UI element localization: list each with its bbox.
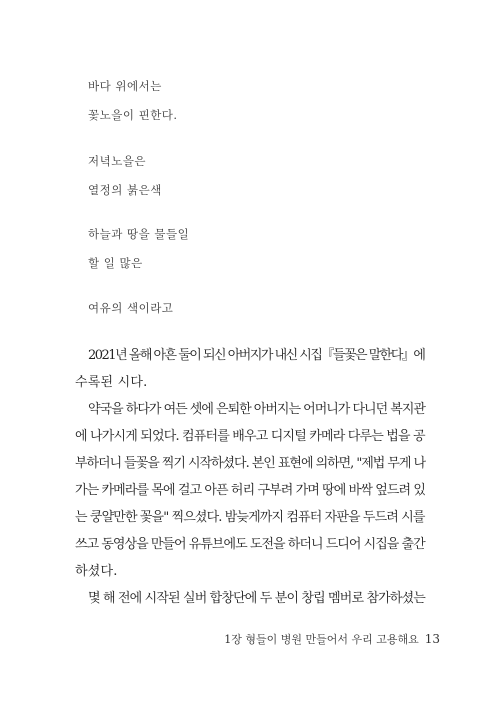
poem-line: 바다 위에서는 [88, 79, 162, 93]
poem-line: 저녁노을은 [88, 154, 147, 168]
chapter-title: 1장 형들이 병원 만들어서 우리 고용해요 [224, 633, 419, 646]
paragraph-line: 에 나가시게 되었다. 컴퓨터를 배우고 디지털 카메라 다루는 법을 공 [75, 429, 425, 444]
paragraph-line: 2021년 올해 아흔 둘이 되신 아버지가 내신 시집『들꽃은 말한다』에 [88, 348, 425, 363]
paragraph-line: 부하더니 들꽃을 찍기 시작하셨다. 본인 표현에 의하면, "제법 무게 나 [75, 456, 426, 471]
poem-line: 여유의 색이라고 [88, 301, 174, 315]
page-footer [224, 631, 440, 647]
page-number: 13 [424, 632, 440, 646]
paragraph-line: 가는 카메라를 목에 걸고 아픈 허리 구부려 가며 땅에 바싹 엎드려 있 [75, 483, 426, 498]
poem-line: 열정의 붉은색 [88, 183, 162, 197]
paragraph-line: 약국을 하다가 여든 셋에 은퇴한 아버지는 어머니가 다니던 복지관 [88, 402, 425, 417]
paragraph-line: 는 쿵얄만한 꽃을" 찍으셨다. 밤늦게까지 컴퓨터 자판을 두드려 시를 [75, 510, 425, 525]
paragraph-line: 몇 해 전에 시작된 실버 합창단에 두 분이 창립 멤버로 참가하셨는 [88, 591, 425, 606]
paragraph-line: 쓰고 동영상을 만들어 유튜브에도 도전을 하더니 드디어 시집을 출간 [75, 537, 425, 552]
paragraph-line: 하셨다. [75, 564, 118, 579]
poem-line: 할 일 많은 [88, 256, 143, 270]
paragraph-line: 수록된 시다. [75, 375, 148, 390]
poem-line: 하늘과 땅을 물들일 [88, 227, 190, 241]
poem-line: 꽃노을이 핀한다. [88, 108, 178, 122]
